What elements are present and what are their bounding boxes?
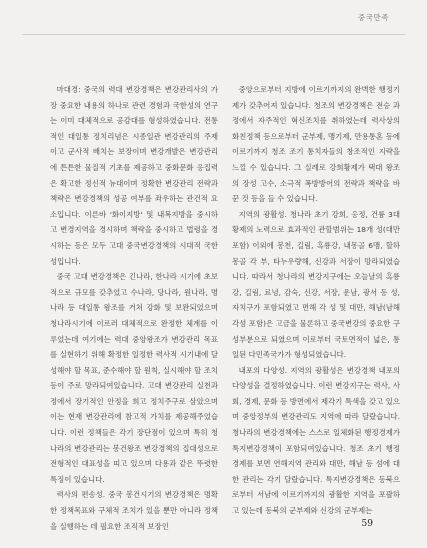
paragraph: 내포의 다양성. 지역의 광활성은 변강경책 내포의 다양성을 결정하였습니다. 이런 변강지구는 력사, 사회, 경제, 문화 등 방면에서 제각기 특색을 갖고 있으며 중앙정부의 변강관리도 지역에 따라 달랐습니다. 청나라의 변강경책에는 스스로 일체화된 행정경제가 특지변강경책이 포함되여있습니다. 청조 초기 행정경제를 보면 연해지역 관리와 대만, 해남 등 섬에 대한 관리는 각기 달랐습니다. 특지변강경책은 동북으로부터 서남에 이르기까지의 광활한 지역을 포괄하고 있는데 동북의 군부제와 신강의 군부제는 <box>232 365 400 516</box>
left-text-column <box>50 82 218 534</box>
page-number: 59 <box>361 519 373 529</box>
paragraph: 마대경: 중국의 력대 변강경책은 변강관리사의 가장 중요한 내용의 하나로 관련 경험과 국한성의 연구는 이미 대체적으로 공감대를 형성하였습니다. 전통적인 대일통 정치리념은 시종일관 변강관리의 주제이고 군사적 배치는 보장이며 변강개발은 변강관리에 튼튼한 물질적 기초를 제공하고 중화문화 응집력은 확고한 정신적 뉴대이며 정확한 변강관리 전략과 책략은 변강경책의 성공 여부를 좌우하는 관건적 요소입니다. 이른바 '화이지방' 및 내복지방을 중시하고 변경지역을 경시하며 책략을 중시하고 법령을 경시하는 등은 모두 고대 중국변강경책의 시대적 국한성입니다. <box>50 85 218 266</box>
header-divider <box>22 34 405 35</box>
paragraph: 지역의 광활성. 청나라 초기 강희, 옹정, 건륭 3대 황제의 노력으로 효과적인 관할범위는 18개 성(대만 포함) 이외에 봉천, 길림, 흑룡강, 내몽골 6맹, 할하몽골 각 부, 타누우량해, 신강과 서장이 망라되였습니다. 따라서 청나라의 변강지구에는 오늘날의 흑룡강, 길림, 료녕, 감숙, 신강, 서장, 운남, 광서 등 성, 자치구가 포함되였고 면해 각 성 및 대만, 해남(남해 각섬 포함)은 고금을 물론하고 중국변강의 중요한 구성부분으로 되였으며 이로부터 국토면적이 넓은, 통일된 다민족국가가 형성되였습니다. <box>232 209 400 360</box>
paragraph: 중국 고대 변강경책은 긴나라, 한나라 시기에 초보적으로 규모를 갖추었고 수나라, 당나라, 원나라, 명나라 등 대일통 왕조를 거쳐 강화 및 보완되었으며 청나라시기에 이르러 대체적으로 완정한 체계를 이루었는데 여기에는 력대 중앙왕조가 변강관리 목표를 실현하기 위해 확정한 일정한 력사적 시기내에 달성해야 할 목표, 준수해야 할 원칙, 실시해야 할 조치 등이 주로 망라되여있습니다. 고대 변강관리 실천과정에서 장기적인 안정을 희고 정치주구로 삼았으며 이는 현재 변강관리에 참고적 가치를 제공해주었습니다. 이런 정책들은 각기 장단점이 있으며 특히 청나라의 변강관리는 봉건왕조 변강경책의 집대성으로 전형적인 대표성을 띠고 있으며 다용과 같은 뚜렷한 특징이 있습니다. <box>50 272 218 484</box>
paragraph: 력사의 편송성. 중국 봉건시기의 변강경책은 명확한 정책목표와 구체적 조치가 있을 뿐만 아니라 정책을 실행하는 데 필요한 조직적 보장인 <box>50 490 218 531</box>
section-label: 중국만족 <box>358 13 389 22</box>
right-text-column <box>232 82 400 519</box>
paragraph: 중앙으로부터 지방에 이르기까지의 완벽한 행정기제가 갖추어져 있습니다. 청조의 변강경책은 전승 과정에서 자주적인 혁신조치를 취하였는데 력사상의 화친정책 등으로부터 군부제, 맹기제, 만용통혼 등에 이르기까지 청조 조기 통치자들의 창조적인 지략을 느낄 수 있습니다. 그 실례로 강희황제가 택대 왕조의 장성 고수, 소극적 폭방방어의 전략과 책략을 바꾼 것 등을 들 수 있습니다. <box>232 85 400 204</box>
running-header <box>0 0 427 30</box>
